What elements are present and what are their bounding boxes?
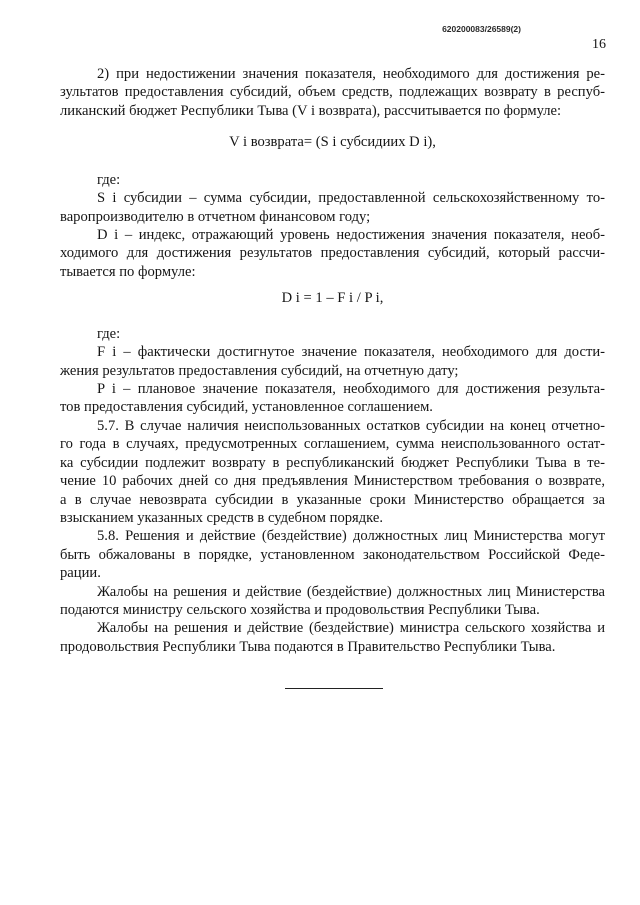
text-line: рации. (60, 565, 101, 582)
text-line: Жалобы на решения и действие (бездействие) министра сельского хозяйства и (97, 620, 605, 637)
text-line: тов предоставления субсидий, установленное соглашением. (60, 399, 433, 416)
where-label: где: (97, 325, 121, 342)
document-body (60, 65, 605, 656)
text-line: ликанский бюджет Республики Тыва (V i возврата), рассчитывается по формуле: (60, 102, 562, 119)
text-line: жения результатов предоставления субсидий, на отчетную дату; (60, 362, 459, 379)
text-line: варопроизводителю в отчетном финансовом году; (60, 208, 371, 225)
text-line: 2) при недостижении значения показателя, необходимого для достижения ре- (97, 66, 605, 82)
text-line: F i – фактически достигнутое значение показателя, необходимого для дости- (97, 344, 605, 361)
text-line: ка субсидии подлежит возврату в республиканский бюджет Республики Тыва в те- (60, 454, 605, 471)
text-line: продовольствия Республики Тыва подаются в Правительство Республики Тыва. (60, 638, 556, 655)
text-line: Жалобы на решения и действие (бездействие) должностных лиц Министерства (97, 583, 605, 600)
text-line: быть обжалованы в порядке, установленном законодательством Российской Феде- (60, 546, 605, 563)
text-line: чение 10 рабочих дней со дня предъявления Министерством требования о возврате, (60, 473, 605, 490)
definition-s (60, 189, 605, 226)
page-number: 16 (592, 37, 606, 52)
end-of-document-rule (285, 688, 383, 689)
formula-return-volume: V i возврата= (S i субсидиих D i), (229, 133, 436, 150)
text-line: а в случае невозврата субсидии в указанные сроки Министерство обращается за (60, 491, 605, 508)
definition-p (60, 380, 605, 417)
text-line: зультатов предоставления субсидий, объем средств, подлежащих возврату в респуб- (60, 84, 605, 101)
text-line: S i субсидии – сумма субсидии, предоставленной сельскохозяйственному то- (97, 190, 605, 207)
text-line: P i – плановое значение показателя, необходимого для достижения результа- (97, 381, 605, 398)
text-line: 5.7. В случае наличия неиспользованных остатков субсидии на конец отчетно- (97, 417, 605, 434)
paragraph-5-8 (60, 527, 605, 582)
text-line: ходимого для достижения результатов предоставления субсидий, который рассчи- (60, 245, 605, 262)
paragraph-5-7 (60, 417, 605, 527)
text-line: тывается по формуле: (60, 263, 196, 280)
text-line: взысканием указанных средств в судебном порядке. (60, 509, 384, 526)
text-line: подаются министру сельского хозяйства и продовольствия Республики Тыва. (60, 601, 540, 618)
paragraph-complaint-minister (60, 619, 605, 656)
definition-d (60, 226, 605, 281)
text-line: D i – индекс, отражающий уровень недостижения значения показателя, необ- (97, 227, 605, 244)
text-line: 5.8. Решения и действие (бездействие) должностных лиц Министерства могут (97, 528, 605, 545)
text-line: го года в случаях, предусмотренных соглашением, сумма неиспользованного остат- (60, 436, 605, 453)
document-code: 620200083/26589(2) (442, 24, 521, 34)
paragraph-complaint-officials (60, 583, 605, 620)
where-label: где: (97, 171, 121, 188)
definition-f (60, 343, 605, 380)
formula-index: D i = 1 – F i / P i, (281, 289, 384, 306)
paragraph-return-volume (60, 65, 605, 120)
